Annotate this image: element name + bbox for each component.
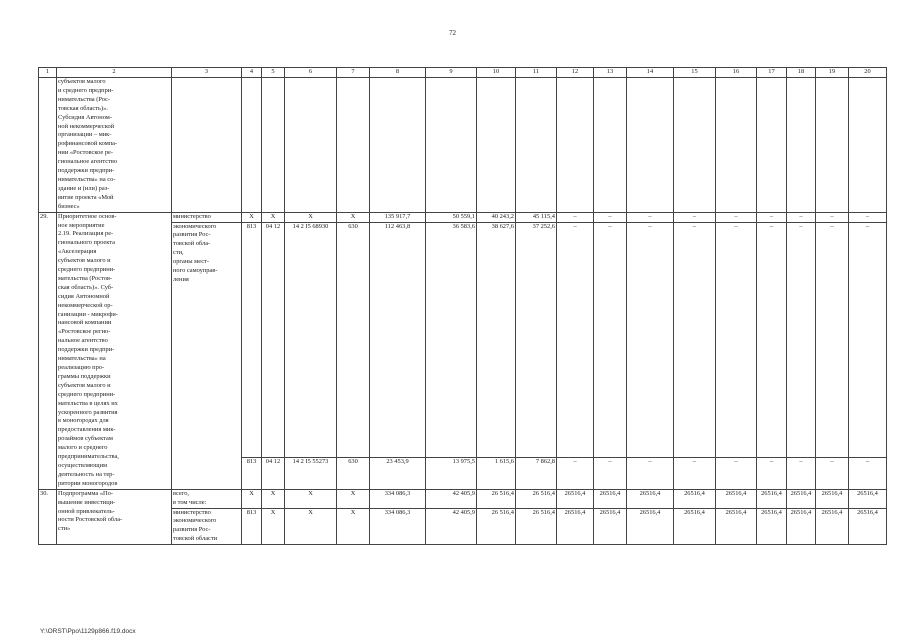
- executor-cell: экономического развития Рос- товской обла- сти, органы мест- ного самоуправ- ления: [172, 222, 242, 489]
- table-cell: 26 516,4: [477, 508, 516, 545]
- continuation-text: субъектов малого и среднего предпри- нимательства (Рос- товская область)». Субсидия Автоном- ной некоммерческой организации – мик- рофинансовой компа- нии «Ростовское ре- гиональное агентство поддержки предпри- нимательства» на со- здание и (или) раз- витие проекта «Мой бизнес»: [57, 78, 172, 213]
- table-cell: 26516,4: [849, 489, 887, 508]
- table-cell: –: [757, 222, 787, 458]
- table-cell: –: [816, 458, 849, 490]
- table-cell: Х: [285, 508, 337, 545]
- table-cell: 40 243,2: [477, 212, 516, 222]
- column-number: 14: [627, 68, 674, 78]
- table-cell: 26516,4: [674, 489, 716, 508]
- table-cell: Х: [285, 489, 337, 508]
- table-cell: –: [674, 212, 716, 222]
- table-cell: –: [849, 458, 887, 490]
- table-cell: 813: [242, 222, 262, 458]
- table-cell: –: [627, 222, 674, 458]
- column-number: 17: [757, 68, 787, 78]
- table-cell: 36 583,6: [426, 222, 477, 458]
- table-cell: Х: [242, 212, 262, 222]
- table-cell: Х: [337, 212, 370, 222]
- table-cell: Х: [262, 489, 285, 508]
- table-cell: –: [627, 458, 674, 490]
- activity-name: Приоритетное основ- ное мероприятие 2.19. Реализация ре- гионального проекта «Акселерация субъектов малого и среднего предприни- мательства (Ростов- ская область)». Суб- сидия Автономной некоммерческой ор- ганизации - микрофи- нансовой компании «Ростовское регио- нальное агентство поддержки предпри- нимательства» на реализацию про- граммы поддержки субъектов малого и среднего предприни- мательства в целях их ускоренного развития в моногородах для предоставления мик- розаймов субъектам малого и среднего предпринимательства, осуществляющим деятельность на тер- ритории моногородов: [57, 212, 172, 489]
- table-cell: 334 086,3: [370, 489, 426, 508]
- table-row-30-line1: [39, 489, 887, 508]
- table-row-29-line1: [39, 212, 887, 222]
- table-cell: 14 2 I5 68930: [285, 222, 337, 458]
- table-cell: 26516,4: [557, 508, 594, 545]
- table-cell: 26516,4: [627, 508, 674, 545]
- column-number: 10: [477, 68, 516, 78]
- table-cell: Х: [285, 212, 337, 222]
- table-cell: 26516,4: [674, 508, 716, 545]
- table-cell: 26516,4: [594, 508, 627, 545]
- column-number: 7: [337, 68, 370, 78]
- activity-name: Подпрограмма «По- вышение инвестици- онной привлекатель- ности Ростовской обла- сти»: [57, 489, 172, 544]
- column-number-row: [39, 68, 887, 78]
- table-cell: 45 115,4: [516, 212, 557, 222]
- table-cell: –: [787, 222, 816, 458]
- table-cell: 26516,4: [787, 489, 816, 508]
- table-cell: 04 12: [262, 458, 285, 490]
- table-cell: –: [674, 458, 716, 490]
- table-cell: 26 516,4: [477, 489, 516, 508]
- table-cell: –: [849, 212, 887, 222]
- table-cell: 630: [337, 458, 370, 490]
- page-number: 72: [449, 29, 456, 37]
- table-cell: –: [716, 212, 757, 222]
- executor-cell: министерство экономического развития Рос- товской области: [172, 508, 242, 545]
- column-number: 15: [674, 68, 716, 78]
- table-cell: –: [716, 222, 757, 458]
- column-number: 18: [787, 68, 816, 78]
- table-cell: Х: [242, 489, 262, 508]
- table-cell: 04 12: [262, 222, 285, 458]
- column-number: 13: [594, 68, 627, 78]
- table-cell: 112 463,8: [370, 222, 426, 458]
- table-cell: 26516,4: [716, 489, 757, 508]
- column-number: 20: [849, 68, 887, 78]
- table-cell: Х: [262, 212, 285, 222]
- column-number: 9: [426, 68, 477, 78]
- table-cell: 26516,4: [787, 508, 816, 545]
- table-cell: 37 252,6: [516, 222, 557, 458]
- table-cell: 135 917,7: [370, 212, 426, 222]
- row-number: 29.: [39, 212, 57, 489]
- executor-cell: министерство: [172, 212, 242, 222]
- file-path-footer: Y:\ORST\Ppo\1129p866.f19.docx: [40, 628, 136, 635]
- table-cell: –: [594, 458, 627, 490]
- table-cell: 26516,4: [594, 489, 627, 508]
- column-number: 19: [816, 68, 849, 78]
- table-cell: 14 2 I5 55273: [285, 458, 337, 490]
- table-cell: Х: [337, 508, 370, 545]
- table-cell: –: [787, 212, 816, 222]
- table-cell: 7 862,8: [516, 458, 557, 490]
- table-cell: 26 516,4: [516, 508, 557, 545]
- column-number: 16: [716, 68, 757, 78]
- table-cell: 42 405,9: [426, 508, 477, 545]
- table-cell: Х: [337, 489, 370, 508]
- table-cell: 813: [242, 508, 262, 545]
- table-cell: 26516,4: [557, 489, 594, 508]
- table-cell: –: [557, 212, 594, 222]
- table-cell: –: [557, 222, 594, 458]
- table-cell: –: [674, 222, 716, 458]
- table-cell: 26 516,4: [516, 489, 557, 508]
- continuation-row: [39, 78, 887, 213]
- table-cell: 26516,4: [816, 508, 849, 545]
- column-number: 6: [285, 68, 337, 78]
- table-cell: 334 086,3: [370, 508, 426, 545]
- table-cell: 26516,4: [849, 508, 887, 545]
- table-cell: 38 627,6: [477, 222, 516, 458]
- table-cell: –: [757, 212, 787, 222]
- table-cell: 50 559,1: [426, 212, 477, 222]
- column-number: 2: [57, 68, 172, 78]
- table-cell: 23 453,9: [370, 458, 426, 490]
- budget-table: [38, 67, 887, 545]
- column-number: 11: [516, 68, 557, 78]
- table-cell: 26516,4: [757, 489, 787, 508]
- table-cell: 26516,4: [716, 508, 757, 545]
- table-cell: –: [594, 212, 627, 222]
- table-cell: –: [849, 222, 887, 458]
- row-number: 30.: [39, 489, 57, 544]
- table-cell: –: [716, 458, 757, 490]
- executor-cell: всего, в том числе:: [172, 489, 242, 508]
- table-cell: 26516,4: [627, 489, 674, 508]
- table-cell: –: [816, 212, 849, 222]
- table-cell: Х: [262, 508, 285, 545]
- table-cell: 42 405,9: [426, 489, 477, 508]
- column-number: 1: [39, 68, 57, 78]
- column-number: 3: [172, 68, 242, 78]
- table-cell: 26516,4: [816, 489, 849, 508]
- table-cell: 630: [337, 222, 370, 458]
- column-number: 4: [242, 68, 262, 78]
- table-cell: –: [757, 458, 787, 490]
- table-cell: 813: [242, 458, 262, 490]
- table-cell: –: [627, 212, 674, 222]
- table-cell: 13 975,5: [426, 458, 477, 490]
- column-number: 5: [262, 68, 285, 78]
- table-cell: –: [557, 458, 594, 490]
- table-cell: 26516,4: [757, 508, 787, 545]
- table-cell: –: [787, 458, 816, 490]
- column-number: 12: [557, 68, 594, 78]
- column-number: 8: [370, 68, 426, 78]
- table-cell: –: [594, 222, 627, 458]
- table-cell: –: [816, 222, 849, 458]
- table-cell: 1 615,6: [477, 458, 516, 490]
